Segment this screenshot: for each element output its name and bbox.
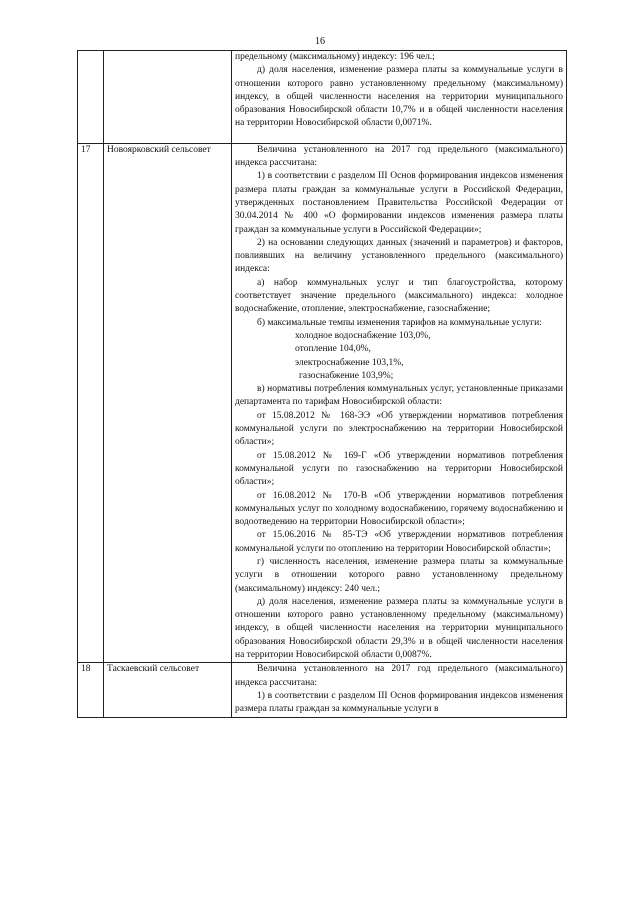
- row-description: [232, 663, 567, 717]
- paragraph: от 15.08.2012 № 168-ЭЭ «Об утверждении нормативов потребления коммунальной услуги по электроснабжению на территории Новосибирской области»;: [235, 410, 563, 448]
- paragraph: д) доля населения, изменение размера платы за коммунальные услуги в отношении которого равно установленному предельному (максимальному) индексу, в общей численности населения на территории муниципального образования Новосибирской области 29,3% и в общей численности населения на территории Новосибирской области 0,0087%.: [235, 596, 563, 661]
- tariff-index-table: [77, 50, 567, 718]
- table-row: [78, 143, 567, 663]
- paragraph: Величина установленного на 2017 год предельного (максимального) индекса рассчитана:: [235, 144, 563, 169]
- paragraph: а) набор коммунальных услуг и тип благоустройства, которому соответствует значение предельного (максимального) индекса: холодное водоснабжение, отопление, электроснабжение, газоснабжение;: [235, 277, 563, 315]
- paragraph: 1) в соответствии с разделом III Основ формирования индексов изменения размера платы граждан за коммунальные услуги в: [235, 690, 563, 715]
- page-number: 16: [315, 36, 325, 47]
- paragraph: 2) на основании следующих данных (значений и параметров) и факторов, повлиявших на величину установленного предельного (максимального) индекса:: [235, 237, 563, 275]
- tariff-line: холодное водоснабжение 103,0%,: [295, 330, 431, 341]
- paragraph: в) нормативы потребления коммунальных услуг, установленные приказами департамента по тарифам Новосибирской области:: [235, 384, 563, 408]
- paragraph: предельному (максимальному) индексу: 196 чел.;: [235, 52, 435, 62]
- tariff-line: электроснабжение 103,1%,: [295, 357, 404, 368]
- paragraph: от 15.08.2012 № 169-Г «Об утверждении нормативов потребления коммунальной услуги по газоснабжению на территории Новосибирской области»;: [235, 450, 563, 488]
- municipality-name: [104, 51, 232, 144]
- table-row: [78, 51, 567, 144]
- row-number: 18: [78, 663, 104, 717]
- table-row: [78, 663, 567, 717]
- paragraph: г) численность населения, изменение размера платы за коммунальные услуги в отношении которого равно установленному предельному (максимальному) индексу: 240 чел.;: [235, 556, 563, 594]
- row-description: [232, 143, 567, 663]
- paragraph: 1) в соответствии с разделом III Основ формирования индексов изменения размера платы граждан за коммунальные услуги в Российской Федерации, утвержденных постановлением Правительства Российской Федерации от 30.04.2014 № 400 «О формировании индексов изменения размера платы граждан за коммунальные услуги в Российской Федерации»;: [235, 171, 563, 235]
- paragraph: Величина установленного на 2017 год предельного (максимального) индекса рассчитана:: [235, 664, 563, 688]
- municipality-name: Таскаевский сельсовет: [104, 663, 232, 717]
- paragraph: б) максимальные темпы изменения тарифов на коммунальные услуги:: [257, 317, 542, 328]
- municipality-name: Новоярковский сельсовет: [104, 143, 232, 663]
- tariff-line: газоснабжение 103,9%;: [299, 370, 394, 381]
- paragraph: от 16.08.2012 № 170-В «Об утверждении нормативов потребления коммунальных услуг по холодному водоснабжению, горячему водоснабжению и водоотведению на территории Новосибирской области»;: [235, 490, 563, 528]
- paragraph: от 15.06.2016 № 85-ТЭ «Об утверждении нормативов потребления коммунальной услуги по отоплению на территории Новосибирской области»;: [235, 530, 563, 554]
- paragraph: д) доля населения, изменение размера платы за коммунальные услуги в отношении которого равно установленному предельному (максимальному) индексу, в общей численности населения на территории муниципального образования Новосибирской области 10,7% и в общей численности населения на территории Новосибирской области 0,0071%.: [235, 65, 563, 129]
- row-number: [78, 51, 104, 144]
- tariff-line: отопление 104,0%,: [295, 344, 371, 355]
- row-number: 17: [78, 143, 104, 663]
- row-description: [232, 51, 567, 144]
